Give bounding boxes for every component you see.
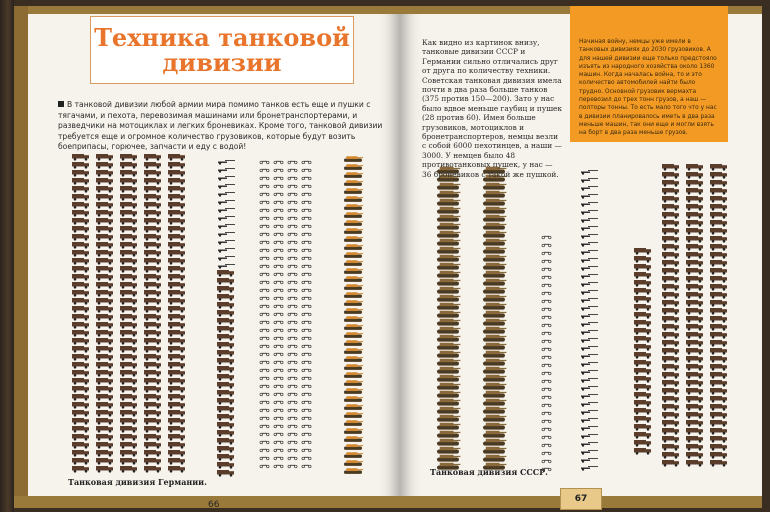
right-page-number: 67 [560,488,602,510]
german-tank-icon [340,460,366,479]
german-truck-icon [118,458,140,477]
german-halftrack-icon [215,462,237,481]
left-page-top-border [14,6,400,14]
german-motorcycle-icon [272,454,285,473]
german-truck-icon [166,458,188,477]
body-paragraph: Как видно из картинок внизу, танковые дивизии СССР и Германии сильно отличались друг от друга по количеству техники. Советская танковая дивизия имела почти в два раза больше танков (375 против 150—200). Зато у нас было вдвое меньше гаубиц и пушек (28 против 60). Имея больше грузовиков, мотоциклов и бронетранспортеров, немцы везли с собой 6000 пехотинцев, а наши — 3000. У немцев было 48 противотанковых пушек, у нас — 36 броневиков с такой же пушкой. [422,38,563,179]
soviet-truck-icon [660,452,682,471]
soviet-truck-icon [708,452,730,471]
intro-text: В танковой дивизии любой армии мира помимо танков есть еще и пушки с тягачами, и пехота, перевозимая машинами или бронетранспортерами, и разведчики на мотоциклах и легких броневиках. Кроме того, танковой дивизии требуется еще и огромное количество грузовиков, которые будут возить боеприпасы, горючее, запчасти и еду с водой! [58,100,383,151]
page-title: Техника танковой дивизии [94,23,350,77]
german-truck-icon [70,458,92,477]
soviet-truck-icon [684,452,706,471]
left-page-side-border [14,6,28,508]
german-motorcycle-icon [286,454,299,473]
german-truck-icon [142,458,164,477]
german-motorcycle-icon [258,454,271,473]
sidebar-note-box [570,6,728,142]
german-truck-icon [94,458,116,477]
german-division-caption: Танковая дивизия Германии. [68,477,207,487]
german-motorcycle-icon [300,454,313,473]
soviet-division-caption: Танковая дивизия СССР. [430,467,548,477]
page-title-box [90,16,354,84]
bullet-square-icon [58,101,64,107]
left-page-bottom-border [14,496,400,508]
soviet-gun-icon [578,456,600,475]
left-page-number: 66 [208,500,220,510]
intro-paragraph [58,100,390,153]
sidebar-note-text: Начиная войну, немцы уже имели в танковых дивизиях до 2030 грузовиков. А для нашей дивизии еще только предстояло изъять из народного хозяйства около 1360 машин. Когда началась война, то и это количество автомобилей найти было трудно. Основной грузовик вермахта перевозил до трех тонн грузов, а наш — полторы тонны. То есть мало того что у нас в дивизии планировалось иметь в два раза меньше машин, так они еще и могли взять на борт в два раза меньше грузов. [579,39,717,137]
soviet-armored-car-icon [632,440,654,459]
